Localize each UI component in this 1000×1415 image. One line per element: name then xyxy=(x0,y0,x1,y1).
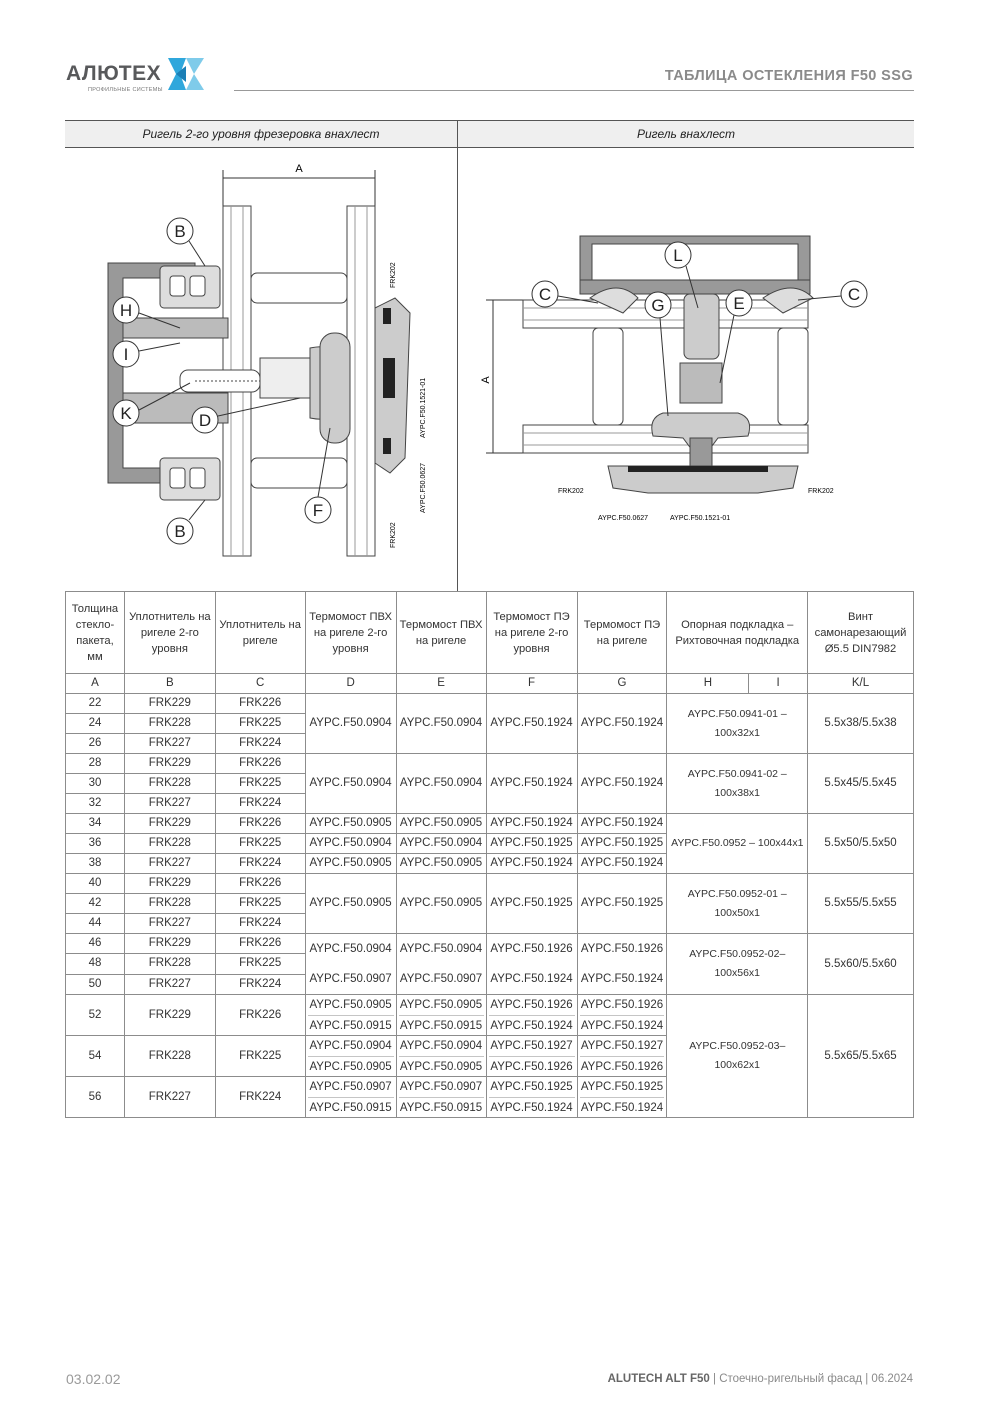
footer-brand: ALUTECH ALT F50 xyxy=(607,1373,710,1385)
cell-f-line: AYPC.F50.1924 xyxy=(489,1015,575,1035)
label-right-aypc-1521: AYPC.F50.1521-01 xyxy=(670,515,731,522)
cell-hi: AYPC.F50.0952-03– 100x62x1 xyxy=(667,995,808,1118)
cell-d-line: AYPC.F50.0915 xyxy=(308,1097,394,1117)
cell-d: AYPC.F50.0904 xyxy=(305,834,396,854)
logo-text: АЛЮТЕХ xyxy=(66,62,162,85)
cell-a: 28 xyxy=(66,754,125,774)
cell-d: AYPC.F50.0904 xyxy=(305,694,396,754)
cell-d-line: AYPC.F50.0904 xyxy=(309,1040,392,1052)
cell-a: 40 xyxy=(66,874,125,894)
cell-b: FRK228 xyxy=(124,1036,215,1077)
cell-b: FRK227 xyxy=(124,974,215,994)
cell-c: FRK226 xyxy=(215,934,305,954)
cell-a: 32 xyxy=(66,794,125,814)
callout-d: D xyxy=(198,411,212,430)
dim-a-label-right: A xyxy=(480,376,492,384)
cell-d: AYPC.F50.0905 xyxy=(305,874,396,934)
cell-e xyxy=(396,995,486,1036)
drawing-left xyxy=(65,120,458,591)
cell-b: FRK228 xyxy=(124,774,215,794)
cell-a: 36 xyxy=(66,834,125,854)
cell-d-line: AYPC.F50.0907 xyxy=(309,1081,392,1093)
col-header-g: Термомост ПЭ на ригеле xyxy=(577,592,667,674)
letter-d: D xyxy=(305,674,396,694)
cell-b: FRK228 xyxy=(124,714,215,734)
cell-hi: AYPC.F50.0952-01 – 100x50x1 xyxy=(667,874,808,934)
cell-c: FRK225 xyxy=(215,1036,305,1077)
cell-a: 52 xyxy=(66,995,125,1036)
cell-f xyxy=(486,1036,577,1077)
drawing-right-svg xyxy=(458,148,914,591)
cell-a: 46 xyxy=(66,934,125,954)
table-letter-row xyxy=(66,674,914,694)
cell-e xyxy=(396,1036,486,1077)
cell-g-line: AYPC.F50.1926 xyxy=(580,999,664,1011)
cell-b: FRK227 xyxy=(124,734,215,754)
cell-kl: 5.5x65/5.5x65 xyxy=(808,995,914,1118)
cell-f: AYPC.F50.1924 xyxy=(486,854,577,874)
cell-b: FRK229 xyxy=(124,874,215,894)
cell-f-line: AYPC.F50.1924 xyxy=(490,973,573,985)
cell-e xyxy=(396,1077,486,1118)
cell-b: FRK229 xyxy=(124,694,215,714)
letter-e: E xyxy=(396,674,486,694)
col-header-e: Термомост ПВХ на ригеле xyxy=(396,592,486,674)
cell-g: AYPC.F50.1924 xyxy=(577,854,667,874)
letter-g: G xyxy=(577,674,667,694)
cell-d: AYPC.F50.0905 xyxy=(305,854,396,874)
cell-d-line: AYPC.F50.0907 xyxy=(309,973,392,985)
glazing-table xyxy=(65,591,914,1118)
callout-c-right: C xyxy=(847,285,861,304)
page-title: ТАБЛИЦА ОСТЕКЛЕНИЯ F50 SSG xyxy=(664,68,913,84)
cell-d xyxy=(305,934,396,995)
cell-c: FRK224 xyxy=(215,794,305,814)
cell-f-line: AYPC.F50.1924 xyxy=(489,1097,575,1117)
cell-hi: AYPC.F50.0952-02– 100x56x1 xyxy=(667,934,808,995)
cell-g-line: AYPC.F50.1926 xyxy=(580,1056,665,1076)
table-row xyxy=(66,694,914,714)
cell-g-line: AYPC.F50.1926 xyxy=(580,943,664,955)
letter-h: H xyxy=(667,674,749,694)
col-header-kl: Винт самонарезающий Ø5.5 DIN7982 xyxy=(808,592,914,674)
cell-c: FRK226 xyxy=(215,995,305,1036)
cell-g: AYPC.F50.1924 xyxy=(577,694,667,754)
cell-a: 38 xyxy=(66,854,125,874)
table-row xyxy=(66,874,914,894)
cell-hi: AYPC.F50.0952 – 100x44x1 xyxy=(667,814,808,874)
cell-b: FRK229 xyxy=(124,814,215,834)
cell-g-line: AYPC.F50.1924 xyxy=(580,1015,665,1035)
cell-b: FRK227 xyxy=(124,914,215,934)
label-frk202-top: FRK202 xyxy=(390,262,397,288)
cell-e xyxy=(396,934,486,995)
cell-f: AYPC.F50.1925 xyxy=(486,834,577,854)
cell-d xyxy=(305,1036,396,1077)
cell-d xyxy=(305,1077,396,1118)
label-aypc-0627: AYPC.F50.0627 xyxy=(420,462,427,513)
cell-e-line: AYPC.F50.0905 xyxy=(399,999,483,1011)
cell-kl: 5.5x60/5.5x60 xyxy=(808,934,914,995)
logo-mark-icon xyxy=(166,54,206,94)
cell-b: FRK227 xyxy=(124,854,215,874)
cell-a: 54 xyxy=(66,1036,125,1077)
letter-kl: K/L xyxy=(808,674,914,694)
cell-g xyxy=(577,1036,667,1077)
letter-c: C xyxy=(215,674,305,694)
label-right-aypc-0627: AYPC.F50.0627 xyxy=(598,515,649,522)
cell-g xyxy=(577,934,667,995)
callout-l: L xyxy=(673,246,683,265)
cell-f-line: AYPC.F50.1927 xyxy=(490,1040,573,1052)
cell-e: AYPC.F50.0904 xyxy=(396,694,486,754)
cell-c: FRK224 xyxy=(215,914,305,934)
cell-f xyxy=(486,1077,577,1118)
cell-e-line: AYPC.F50.0907 xyxy=(399,973,483,985)
cell-e-line: AYPC.F50.0915 xyxy=(399,1015,484,1035)
cell-c: FRK226 xyxy=(215,814,305,834)
cell-d xyxy=(305,995,396,1036)
cell-e-line: AYPC.F50.0904 xyxy=(399,943,483,955)
callout-i: I xyxy=(123,345,129,364)
drawings-area xyxy=(65,120,914,591)
callout-g: G xyxy=(651,296,665,315)
cell-b: FRK227 xyxy=(124,794,215,814)
cell-e-line: AYPC.F50.0905 xyxy=(399,1056,484,1076)
cell-d-line: AYPC.F50.0915 xyxy=(308,1015,394,1035)
cell-g: AYPC.F50.1924 xyxy=(577,814,667,834)
cell-a: 26 xyxy=(66,734,125,754)
drawing-right-title: Ригель внахлест xyxy=(458,120,914,148)
cell-a: 48 xyxy=(66,954,125,974)
logo-subtitle: ПРОФИЛЬНЫЕ СИСТЕМЫ xyxy=(88,87,163,93)
cell-a: 34 xyxy=(66,814,125,834)
col-header-hi: Опорная подкладка – Рихтовочная подкладка xyxy=(667,592,808,674)
table-row xyxy=(66,995,914,1036)
cell-a: 24 xyxy=(66,714,125,734)
cell-c: FRK225 xyxy=(215,894,305,914)
cell-f: AYPC.F50.1924 xyxy=(486,814,577,834)
table-header-row xyxy=(66,592,914,674)
cell-f: AYPC.F50.1924 xyxy=(486,754,577,814)
callout-b-bottom: B xyxy=(174,522,186,541)
cell-f xyxy=(486,934,577,995)
cell-b: FRK227 xyxy=(124,1077,215,1118)
cell-a: 50 xyxy=(66,974,125,994)
callout-f: F xyxy=(312,501,324,520)
cell-d-line: AYPC.F50.0904 xyxy=(309,943,392,955)
cell-b: FRK228 xyxy=(124,954,215,974)
cell-d: AYPC.F50.0905 xyxy=(305,814,396,834)
cell-kl: 5.5x45/5.5x45 xyxy=(808,754,914,814)
cell-e-line: AYPC.F50.0904 xyxy=(399,1040,483,1052)
letter-b: B xyxy=(124,674,215,694)
label-aypc-1521: AYPC.F50.1521-01 xyxy=(420,377,427,438)
cell-a: 56 xyxy=(66,1077,125,1118)
letter-f: F xyxy=(486,674,577,694)
cell-e: AYPC.F50.0905 xyxy=(396,814,486,834)
cell-e-line: AYPC.F50.0915 xyxy=(399,1097,484,1117)
callout-h: H xyxy=(119,301,133,320)
letter-a: A xyxy=(66,674,125,694)
cell-hi: AYPC.F50.0941-01 – 100x32x1 xyxy=(667,694,808,754)
cell-c: FRK226 xyxy=(215,874,305,894)
cell-f-line: AYPC.F50.1925 xyxy=(490,1081,573,1093)
callout-e: E xyxy=(733,294,745,313)
table-row xyxy=(66,754,914,774)
cell-c: FRK225 xyxy=(215,714,305,734)
cell-g: AYPC.F50.1925 xyxy=(577,874,667,934)
cell-c: FRK225 xyxy=(215,834,305,854)
drawing-right xyxy=(458,120,914,591)
cell-e: AYPC.F50.0904 xyxy=(396,834,486,854)
cell-e-line: AYPC.F50.0907 xyxy=(399,1081,483,1093)
cell-a: 44 xyxy=(66,914,125,934)
cell-e: AYPC.F50.0905 xyxy=(396,874,486,934)
footer-desc: | Стоечно-ригельный фасад | 06.2024 xyxy=(709,1373,913,1385)
callout-c-left: C xyxy=(538,285,552,304)
cell-g xyxy=(577,995,667,1036)
label-right-frk202-left: FRK202 xyxy=(558,488,584,495)
cell-kl: 5.5x50/5.5x50 xyxy=(808,814,914,874)
cell-c: FRK226 xyxy=(215,694,305,714)
cell-g xyxy=(577,1077,667,1118)
cell-f-line: AYPC.F50.1926 xyxy=(490,943,573,955)
cell-a: 30 xyxy=(66,774,125,794)
label-frk202-bottom: FRK202 xyxy=(390,522,397,548)
cell-g-line: AYPC.F50.1925 xyxy=(580,1081,664,1093)
cell-a: 42 xyxy=(66,894,125,914)
cell-a: 22 xyxy=(66,694,125,714)
cell-c: FRK225 xyxy=(215,954,305,974)
drawing-left-title: Ригель 2-го уровня фрезеровка внахлест xyxy=(65,120,457,148)
cell-g: AYPC.F50.1924 xyxy=(577,754,667,814)
table-row xyxy=(66,814,914,834)
cell-f: AYPC.F50.1924 xyxy=(486,694,577,754)
cell-c: FRK225 xyxy=(215,774,305,794)
cell-g-line: AYPC.F50.1924 xyxy=(580,1097,665,1117)
cell-c: FRK224 xyxy=(215,854,305,874)
cell-b: FRK228 xyxy=(124,894,215,914)
cell-b: FRK228 xyxy=(124,834,215,854)
cell-e: AYPC.F50.0905 xyxy=(396,854,486,874)
col-header-d: Термомост ПВХ на ригеле 2-го уровня xyxy=(305,592,396,674)
cell-c: FRK226 xyxy=(215,754,305,774)
cell-c: FRK224 xyxy=(215,734,305,754)
cell-f: AYPC.F50.1925 xyxy=(486,874,577,934)
cell-hi: AYPC.F50.0941-02 – 100x38x1 xyxy=(667,754,808,814)
dim-a-label: A xyxy=(295,163,303,175)
cell-c: FRK224 xyxy=(215,974,305,994)
cell-f xyxy=(486,995,577,1036)
cell-b: FRK229 xyxy=(124,754,215,774)
drawing-left-svg xyxy=(65,148,458,591)
page-number: 03.02.02 xyxy=(66,1371,121,1387)
table-row xyxy=(66,934,914,954)
col-header-a: Толщина стекло-пакета, мм xyxy=(66,592,125,674)
cell-b: FRK229 xyxy=(124,995,215,1036)
cell-e: AYPC.F50.0904 xyxy=(396,754,486,814)
col-header-c: Уплотнитель на ригеле xyxy=(215,592,305,674)
cell-d: AYPC.F50.0904 xyxy=(305,754,396,814)
col-header-f: Термомост ПЭ на ригеле 2-го уровня xyxy=(486,592,577,674)
footer-info xyxy=(608,1373,913,1385)
col-header-b: Уплотнитель на ригеле 2-го уровня xyxy=(124,592,215,674)
cell-kl: 5.5x38/5.5x38 xyxy=(808,694,914,754)
callout-k: K xyxy=(120,404,132,423)
cell-f-line: AYPC.F50.1926 xyxy=(489,1056,575,1076)
callout-b-top: B xyxy=(174,222,186,241)
cell-b: FRK229 xyxy=(124,934,215,954)
cell-d-line: AYPC.F50.0905 xyxy=(309,999,392,1011)
cell-kl: 5.5x55/5.5x55 xyxy=(808,874,914,934)
header-divider xyxy=(234,90,914,91)
cell-g: AYPC.F50.1925 xyxy=(577,834,667,854)
cell-d-line: AYPC.F50.0905 xyxy=(308,1056,394,1076)
label-right-frk202-right: FRK202 xyxy=(808,488,834,495)
cell-c: FRK224 xyxy=(215,1077,305,1118)
cell-g-line: AYPC.F50.1927 xyxy=(580,1040,664,1052)
cell-g-line: AYPC.F50.1924 xyxy=(580,973,664,985)
logo xyxy=(66,52,211,96)
cell-f-line: AYPC.F50.1926 xyxy=(490,999,573,1011)
letter-i: I xyxy=(749,674,808,694)
